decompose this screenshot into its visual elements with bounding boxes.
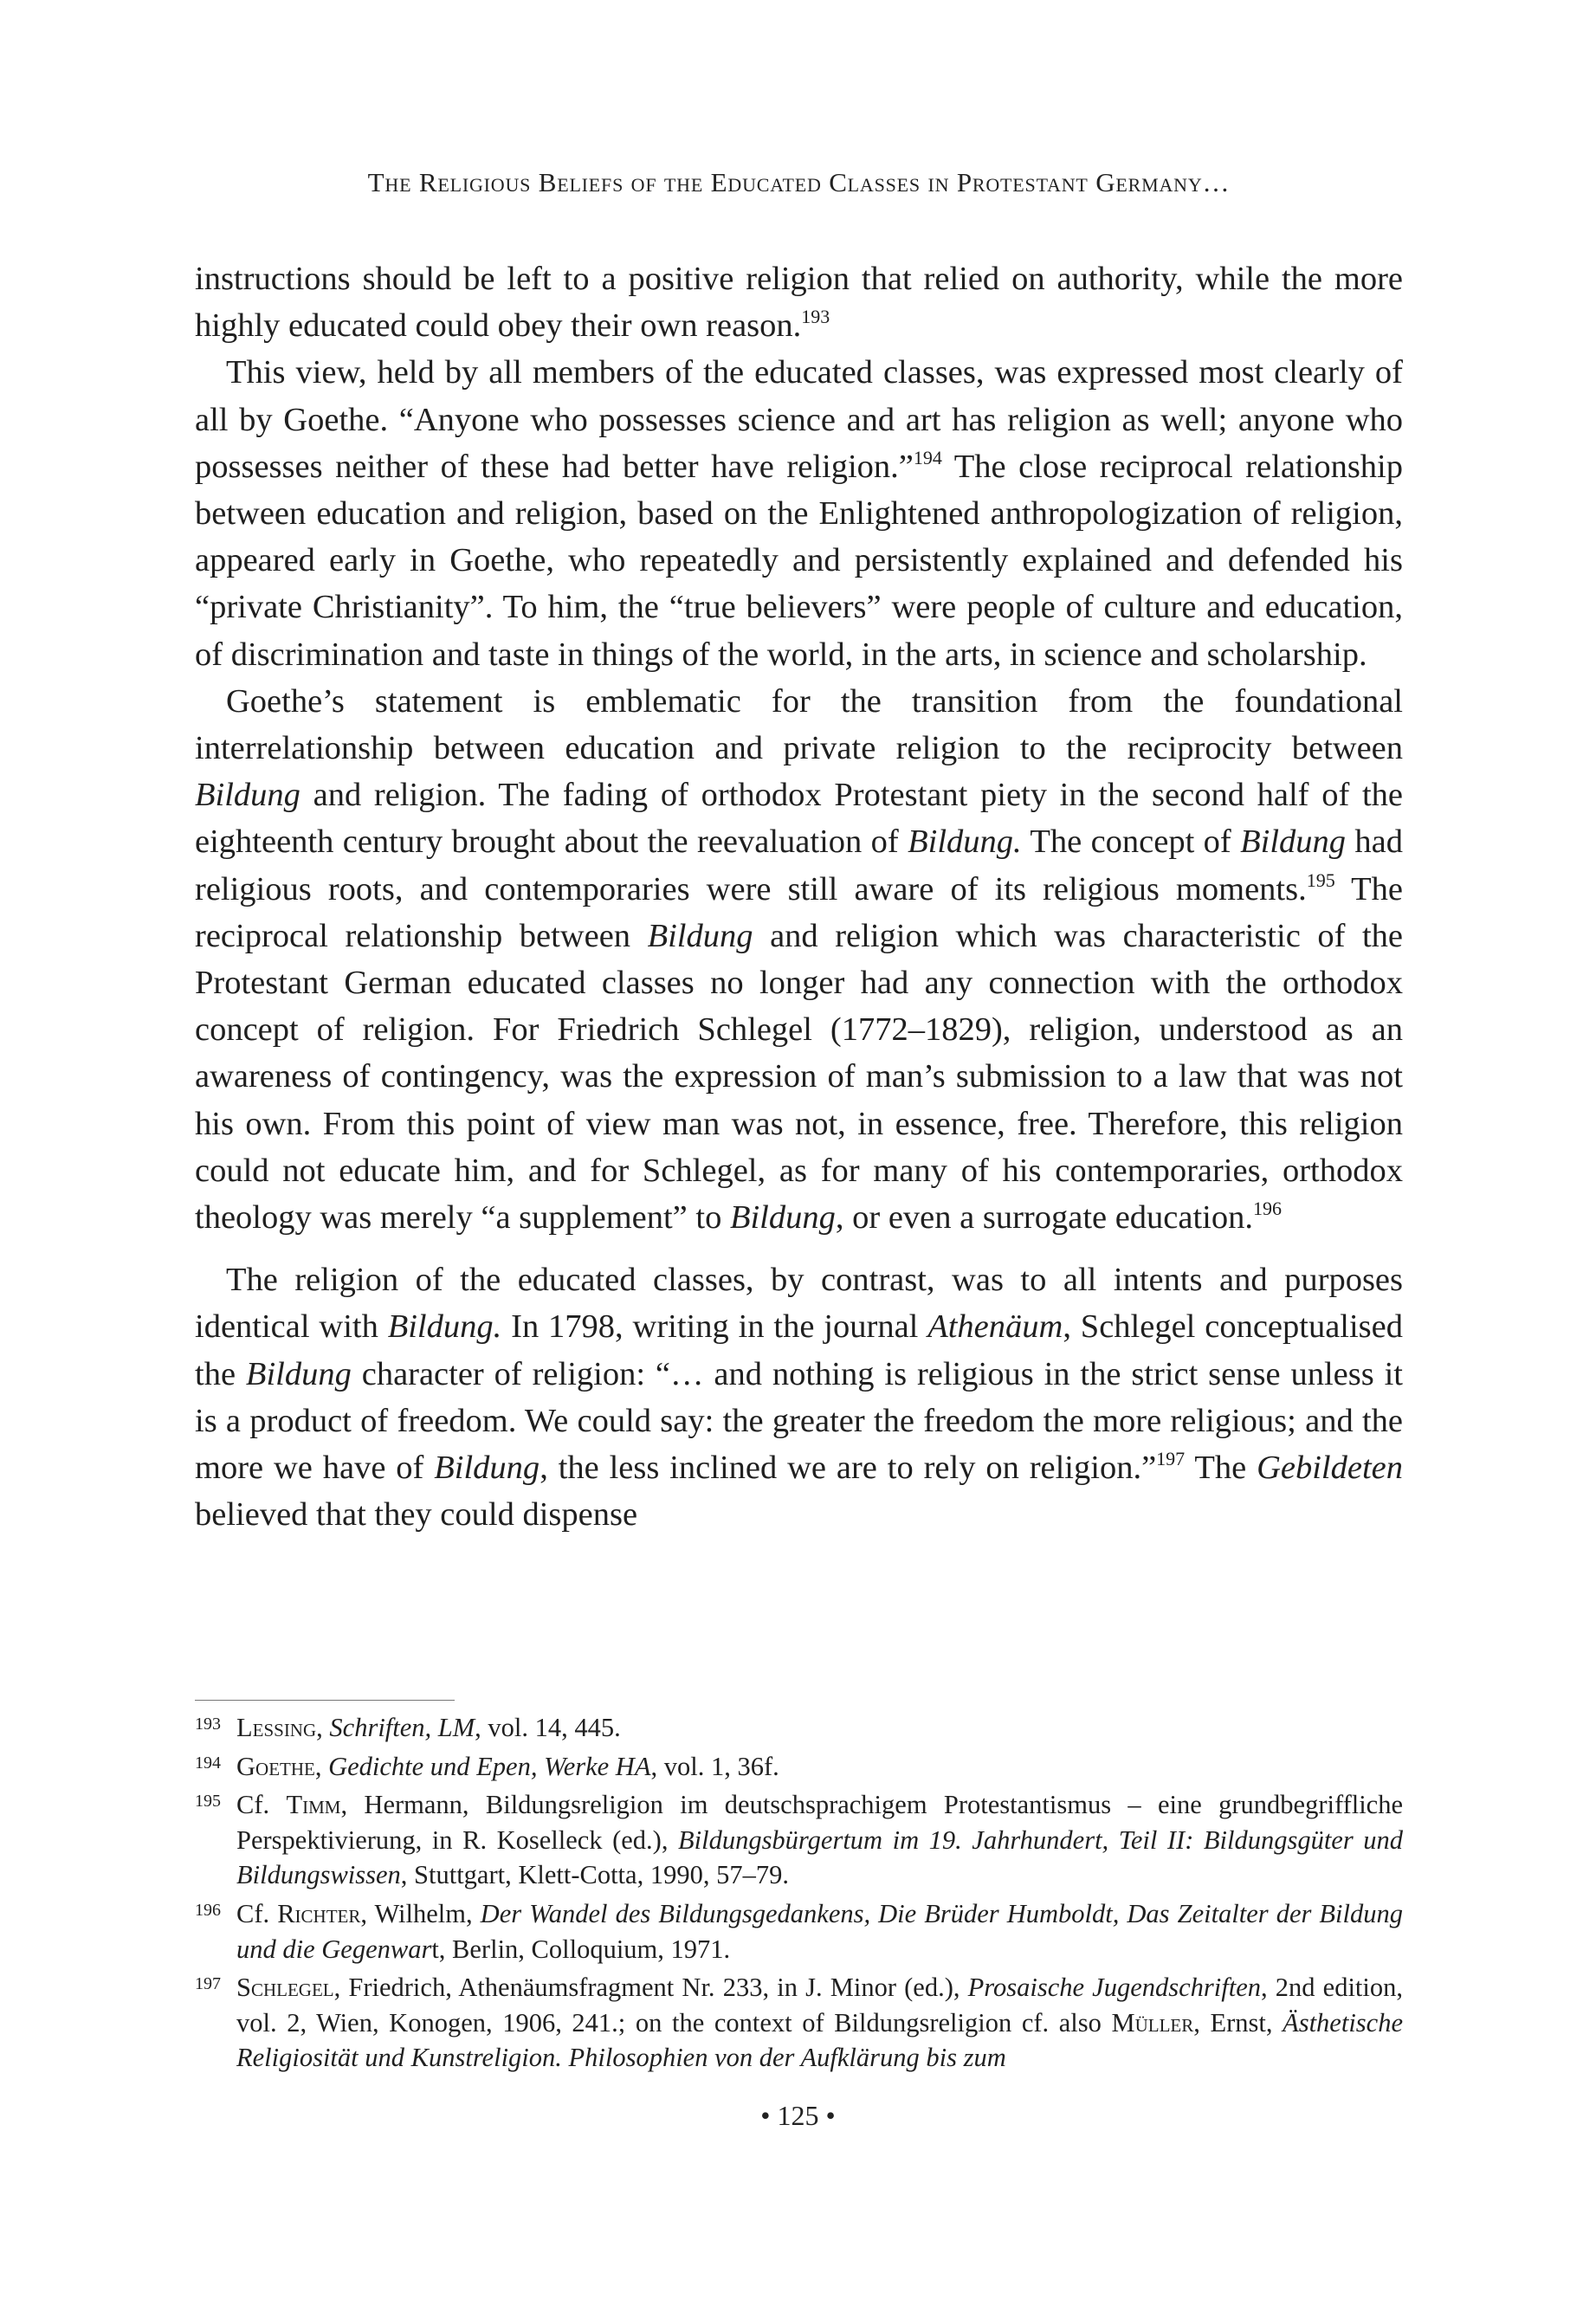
author-name: Schlegel: [236, 1973, 334, 2003]
paragraph: [195, 255, 1403, 349]
text-run: , Friedrich, Athenäumsfragment Nr. 233, in J. Minor (ed.),: [333, 1973, 968, 2003]
italic-text: Athenäum: [927, 1308, 1063, 1346]
italic-text: Bildung: [195, 777, 300, 814]
footnote-text: [236, 1752, 779, 1781]
page-number: • 125 •: [760, 2100, 836, 2131]
italic-text: Bildung.: [387, 1308, 502, 1346]
italic-text: Bildung.: [908, 823, 1022, 861]
text-run: The religion of the educated classes, by contrast, was to all intents and purposes identical with: [195, 1262, 1403, 1346]
text-run: The close reciprocal relationship between education and religion, based on the Enlightened anthropologization of religion, appeared early in Goethe, who repeatedly and persistently explained and defended his “private Christianity”. To him, the “true believers” were people of culture and education, of discrimination and taste in things of the world, in the arts, in science and scholarship.: [195, 448, 1403, 673]
footnote: [195, 1749, 1403, 1785]
footnote-reference: 197: [1156, 1448, 1186, 1470]
author-name: Goethe: [236, 1751, 315, 1781]
footnote-text: [236, 1713, 621, 1742]
italic-text: Bildung: [434, 1450, 540, 1487]
text-run: This view, held by all members of the educated classes, was expressed most clearly of all by Goethe. “Anyone who possesses science and art has religion as well; anyone who possesses neither of these had better have religion.”: [195, 354, 1403, 485]
italic-text: Ästhetische Religiosität und Kunstreligion. Philosophien von der Aufklärung bis zum: [236, 2007, 1403, 2073]
text-run: , 2nd edition, vol. 2, Wien, Konogen, 1906, 241.; on the context of Bildungsreligion cf. also: [236, 1973, 1403, 2038]
body-text: [195, 255, 1403, 1538]
author-name: Müller: [1111, 2007, 1194, 2038]
text-run: , the less inclined we are to rely on religion.”: [540, 1450, 1157, 1487]
footnote-reference: 196: [1253, 1198, 1283, 1220]
text-run: , vol. 14, 445.: [475, 1713, 621, 1742]
text-run: ,: [314, 1751, 329, 1781]
footnote: [195, 1896, 1403, 1966]
author-name: Timm: [286, 1790, 341, 1820]
text-run: and religion. The fading of orthodox Protestant piety in the second half of the eighteenth century brought about the reevaluation of: [195, 777, 1403, 861]
text-run: , Stuttgart, Klett-Cotta, 1990, 57–79.: [400, 1860, 789, 1890]
author-name: Lessing: [236, 1713, 317, 1742]
footnote-number: 194: [195, 1753, 221, 1773]
italic-text: Bildung: [245, 1355, 352, 1392]
footnote-text: [236, 1973, 1403, 2072]
text-run: t, Berlin, Colloquium, 1971.: [431, 1934, 731, 1964]
footnote-text: [236, 1790, 1403, 1889]
text-run: The concept of: [1021, 823, 1241, 861]
text-run: , or even a surrogate education.: [835, 1199, 1254, 1237]
footnote: [195, 1787, 1403, 1893]
italic-text: Gebildeten: [1257, 1450, 1404, 1487]
footnote: [195, 1710, 1403, 1746]
text-run: , Hermann, Bildungsreligion im deutschsprachigem Protestantismus – eine grundbegriffliche Perspektivierung, in R. Koselleck (ed.),: [236, 1790, 1404, 1855]
text-run: Cf.: [236, 1790, 287, 1820]
text-run: , Ernst,: [1193, 2007, 1283, 2038]
footnote-number: 193: [195, 1715, 221, 1734]
footnote-number: 195: [195, 1792, 221, 1811]
text-run: Goethe’s statement is emblematic for the transition from the foundational interrelationship between education and private religion to the reciprocity between: [195, 682, 1403, 767]
footnote-reference: 193: [801, 306, 830, 328]
italic-text: Bildung: [647, 917, 753, 954]
italic-text: Bildung: [1240, 823, 1347, 861]
text-run: believed that they could dispense: [195, 1496, 638, 1534]
paragraph: [195, 349, 1403, 677]
italic-text: Schriften, LM: [329, 1713, 475, 1742]
footnote-text: [236, 1899, 1403, 1964]
text-run: The: [1185, 1450, 1257, 1487]
footnotes: [195, 1710, 1403, 2079]
italic-text: Bildung: [729, 1199, 836, 1237]
text-run: , Schlegel conceptualised the: [195, 1308, 1403, 1392]
text-run: , vol. 1, 36f.: [650, 1751, 779, 1781]
running-head: The Religious Beliefs of the Educated Classes in Protestant Germany…: [367, 167, 1231, 197]
italic-text: Gedichte und Epen, Werke HA: [328, 1751, 651, 1781]
italic-text: Bildungsbürgertum im 19. Jahrhundert, Teil II: Bildungsgüter und Bildungswissen: [236, 1824, 1403, 1890]
text-run: The reciprocal relationship between: [195, 870, 1403, 954]
author-name: Richter: [277, 1898, 361, 1928]
text-run: instructions should be left to a positive religion that relied on authority, while the more highly educated could obey their own reason.: [195, 261, 1403, 345]
footnote-number: 196: [195, 1900, 221, 1920]
text-run: Cf.: [236, 1898, 278, 1928]
italic-text: Der Wandel des Bildungsgedankens, Die Brüder Humboldt, Das Zeitalter der Bildung und die Gegenwar: [236, 1898, 1404, 1964]
italic-text: Prosaische Jugendschriften: [967, 1973, 1261, 2003]
paragraph: [195, 678, 1403, 1241]
text-run: and religion which was characteristic of the Protestant German educated classes no longer had any connection with the orthodox concept of religion. For Friedrich Schlegel (1772–1829), religion, understood as an awareness of contingency, was the expression of man’s submission to a law that was not his own. From this point of view man was not, in essence, free. Therefore, this religion could not educate him, and for Schlegel, as for many of his contemporaries, orthodox theology was merely “a supplement” to: [195, 917, 1404, 1237]
footnote: [195, 1970, 1403, 2076]
text-run: character of religion: “… and nothing is religious in the strict sense unless it is a product of freedom. We could say: the greater the freedom the more religious; and the more we have of: [195, 1355, 1403, 1487]
footnote-separator: [195, 1700, 455, 1701]
text-run: , Wilhelm,: [360, 1898, 481, 1928]
paragraph: [195, 1256, 1403, 1538]
text-run: had religious roots, and contemporaries were still aware of its religious moments.: [195, 823, 1403, 907]
footnote-number: 197: [195, 1974, 221, 1994]
text-run: In 1798, writing in the journal: [501, 1308, 928, 1346]
text-run: ,: [316, 1713, 330, 1742]
footnote-reference: 195: [1306, 869, 1335, 891]
footnote-reference: 194: [913, 446, 942, 468]
